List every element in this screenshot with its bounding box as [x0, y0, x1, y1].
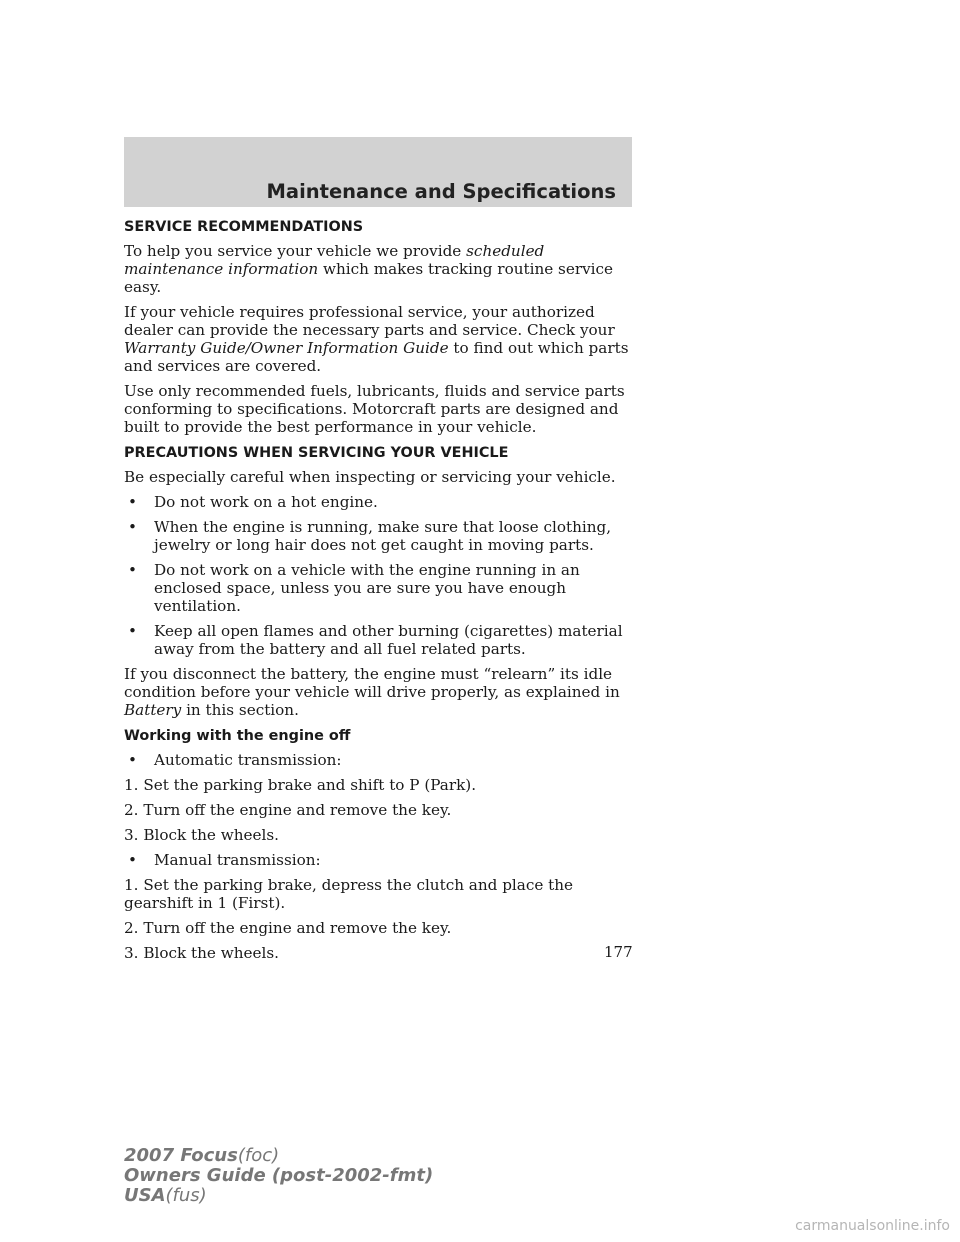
heading-service-recommendations: SERVICE RECOMMENDATIONS: [124, 219, 364, 235]
section-title: Maintenance and Specifications: [266, 180, 616, 203]
heading-engine-off: Working with the engine off: [124, 728, 351, 744]
footer-line-region: USA(fus): [124, 1185, 207, 1206]
heading-precautions: PRECAUTIONS WHEN SERVICING YOUR VEHICLE: [124, 445, 509, 461]
ref-warranty-guide: Warranty Guide/Owner Information Guide: [124, 339, 449, 357]
ref-scheduled-maintenance: scheduled maintenance information: [124, 242, 545, 278]
list-item: • Automatic transmission:: [128, 751, 342, 769]
bullet-icon: •: [128, 493, 137, 511]
paragraph-professional-service: If your vehicle requires professional service, your authorized dealer can provide the necessary parts and service. Check your Warranty Guide/Owner Information Guide to find out which parts and services are covered.: [124, 303, 629, 375]
bullet-icon: •: [128, 622, 137, 640]
step-auto-1: 1. Set the parking brake and shift to P (Park).: [124, 776, 477, 794]
bullet-icon: •: [128, 561, 137, 579]
step-manual-3: 3. Block the wheels.: [124, 944, 279, 962]
page-content: [124, 216, 644, 969]
page-number: 177: [604, 943, 633, 961]
document-footer: [124, 1146, 433, 1206]
ref-battery: Battery: [124, 701, 182, 719]
step-auto-2: 2. Turn off the engine and remove the key.: [124, 801, 452, 819]
list-item: • Manual transmission:: [128, 851, 321, 869]
list-item: • Do not work on a vehicle with the engine running in an enclosed space, unless you are sure you have enough ventilation.: [128, 561, 580, 615]
footer-line-guide: Owners Guide (post-2002-fmt): [124, 1165, 434, 1186]
bullet-icon: •: [128, 851, 137, 869]
paragraph-precautions-intro: Be especially careful when inspecting or servicing your vehicle.: [124, 468, 616, 486]
footer-line-model: 2007 Focus(foc): [124, 1145, 280, 1166]
bullet-icon: •: [128, 518, 137, 536]
paragraph-service-intro: To help you service your vehicle we provide scheduled maintenance information which makes tracking routine service easy.: [124, 242, 614, 296]
list-item: • When the engine is running, make sure that loose clothing, jewelry or long hair does not get caught in moving parts.: [128, 518, 612, 554]
paragraph-battery-relearn: If you disconnect the battery, the engine must “relearn” its idle condition before your vehicle will drive properly, as explained in Battery in this section.: [124, 665, 620, 719]
list-item: • Do not work on a hot engine.: [128, 493, 378, 511]
step-manual-1: 1. Set the parking brake, depress the clutch and place the gearshift in 1 (First).: [124, 876, 574, 912]
section-header-bar: [124, 137, 632, 207]
list-item: • Keep all open flames and other burning (cigarettes) material away from the battery and all fuel related parts.: [128, 622, 623, 658]
bullet-icon: •: [128, 751, 137, 769]
paragraph-recommended-parts: Use only recommended fuels, lubricants, fluids and service parts conforming to specifications. Motorcraft parts are designed and built to provide the best performance in your vehicle.: [124, 382, 625, 436]
watermark: carmanualsonline.info: [795, 1218, 950, 1234]
step-manual-2: 2. Turn off the engine and remove the key.: [124, 919, 452, 937]
step-auto-3: 3. Block the wheels.: [124, 826, 279, 844]
